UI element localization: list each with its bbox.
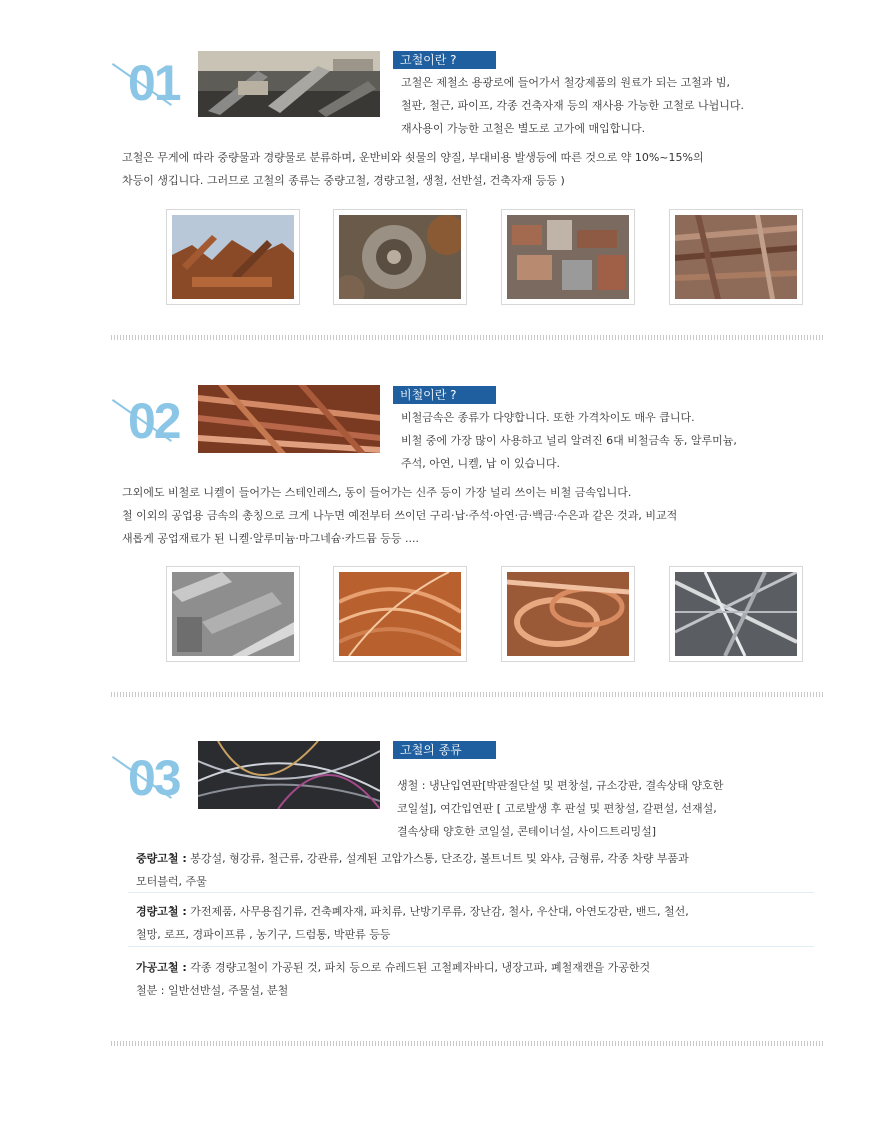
category-text-cont: 모터블럭, 주물 [136,875,207,888]
row-divider [128,946,814,947]
category-text-cont: 철분 : 일반선반설, 주물설, 분철 [136,984,289,997]
section-tag: 고철의 종류 [393,741,496,759]
photo-thumbnail [166,566,300,662]
category-line [136,847,689,871]
scrap-metal-photo [198,51,380,117]
intro-line: 비철금속은 종류가 다양합니다. 또한 가격차이도 매우 큽니다. [401,411,695,424]
category-line [136,900,689,924]
section-tag: 비철이란 ? [393,386,496,404]
rusty-bars-photo [675,215,797,299]
category-label: 가공고철 : [136,961,187,974]
intro-line: 결속상태 양호한 코일설, 콘테이너설, 사이드트리밍설] [397,825,657,838]
stainless-scrap-photo [172,572,294,656]
rusty-beams-photo [172,215,294,299]
section-divider [111,1041,824,1046]
intro-line: 철판, 철근, 파이프, 각종 건축자재 등의 재사용 가능한 고철로 나뉩니다. [401,99,744,112]
photo-thumbnail [166,209,300,305]
photo-thumbnail [669,566,803,662]
row-divider [128,892,814,893]
mixed-scrap-photo [507,215,629,299]
section-tag: 고철이란 ? [393,51,496,69]
intro-line: 재사용이 가능한 고철은 별도로 고가에 매입합니다. [401,122,646,135]
photo-thumbnail [669,209,803,305]
wheel-rims-photo [339,215,461,299]
intro-line: 주석, 아연, 니켈, 납 이 있습니다. [401,457,560,470]
copper-wire-photo [198,385,380,453]
category-label: 경량고철 : [136,905,187,918]
body-line: 차등이 생깁니다. 그러므로 고철의 종류는 중량고철, 경량고철, 생철, 선반설, 건축자재 등등 ) [122,174,565,187]
category-label: 중량고철 : [136,852,187,865]
photo-thumbnail [333,209,467,305]
body-line: 새롭게 공업재료가 된 니켈·알루미늄·마그네슘·카드뮴 등등 .... [122,532,419,545]
intro-line: 고철은 제철소 용광로에 들어가서 철강제품의 원료가 되는 고철과 빔, [401,76,730,89]
section-number: 02 [128,393,180,449]
intro-line: 비철 중에 가장 많이 사용하고 널리 알려진 6대 비철금속 동, 알루미늄, [401,434,737,447]
wire-scrap-photo [198,741,380,809]
category-text: 가전제품, 사무용집기류, 건축폐자재, 파치류, 난방기루류, 장난감, 철사, 우산대, 아연도강판, 밴드, 철선, [190,905,689,918]
photo-thumbnail [501,566,635,662]
photo-thumbnail [333,566,467,662]
intro-line: 생철 : 냉난입연판[박판절단설 및 편창설, 규소강판, 결속상태 양호한 [397,779,724,792]
body-line: 철 이외의 공업용 금속의 총칭으로 크게 나누면 예전부터 쓰이던 구리·납·주석·아연·금·백금·수은과 같은 것과, 비교적 [122,509,678,522]
section-number: 01 [128,55,180,111]
body-line: 고철은 무게에 따라 중량물과 경량물로 분류하며, 운반비와 쇳물의 양질, 부대비용 발생등에 따른 것으로 약 10%~15%의 [122,151,704,164]
photo-thumbnail [501,209,635,305]
aluminum-scrap-photo [675,572,797,656]
copper-tubes-photo [507,572,629,656]
category-line [136,956,650,980]
section-divider [111,692,824,697]
section-number: 03 [128,750,180,806]
body-line: 그외에도 비철로 니켈이 들어가는 스테인레스, 동이 들어가는 신주 등이 가장 널리 쓰이는 비철 금속입니다. [122,486,632,499]
category-text-cont: 철망, 로프, 경파이프류 , 농기구, 드럼통, 박판류 등등 [136,928,391,941]
intro-line: 코일설], 여간입연판 [ 고로발생 후 판설 및 편창설, 갈편설, 선재설, [397,802,717,815]
section-divider [111,335,824,340]
category-text: 각종 경량고철이 가공된 것, 파치 등으로 슈레드된 고철페자바디, 냉장고파, 폐철재캔을 가공한것 [190,961,651,974]
category-text: 봉강설, 형강류, 철근류, 강관류, 설계된 고압가스통, 단조강, 볼트너트 및 와샤, 금형류, 각종 차량 부품과 [190,852,689,865]
copper-strands-photo [339,572,461,656]
